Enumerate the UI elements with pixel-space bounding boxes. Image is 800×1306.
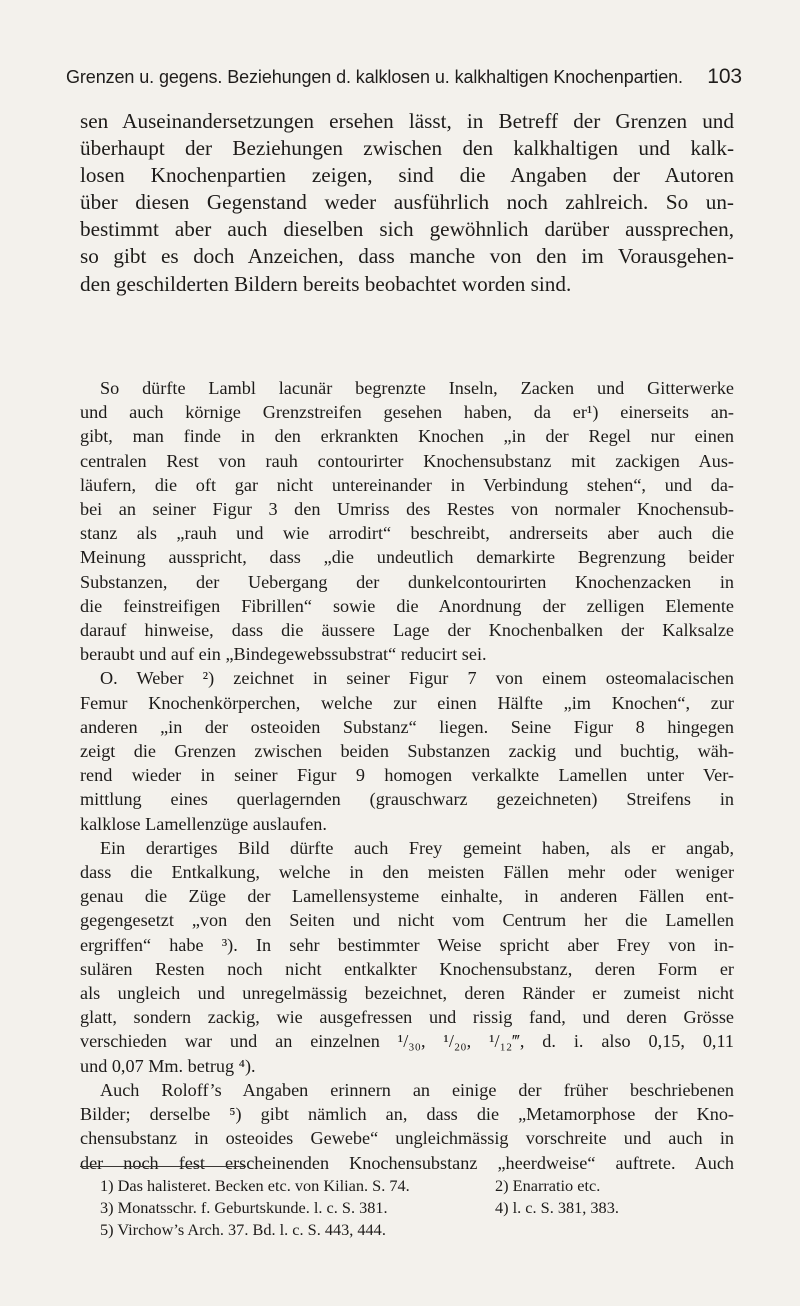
text-line: den geschilderten Bildern bereits beobachtet worden sind.: [80, 271, 572, 296]
text-line: Substanzen, der Uebergang der dunkelcontourirten Knochenzacken in: [80, 571, 734, 592]
text-line: mittlung eines querlagernden (grauschwarz gezeichneten) Streifens in: [80, 789, 734, 810]
text-line: gibt, man finde in den erkrankten Knochen „in der Regel nur einen: [80, 426, 734, 447]
text-line: darauf hinweise, dass die äussere Lage der Knochenbalken der Kalksalze: [80, 620, 734, 641]
text-line: So dürfte Lambl lacunär begrenzte Inseln, Zacken und Gitterwerke: [100, 378, 734, 398]
footnote-4: 4) l. c. S. 381, 383.: [495, 1198, 619, 1217]
text-line: losen Knochenpartien zeigen, sind die Angaben der Autoren: [80, 163, 734, 188]
text-line: stanz als „rauh und wie arrodirt“ beschreibt, andrerseits aber auch die: [80, 523, 734, 544]
text-line: chensubstanz in osteoides Gewebe“ ungleichmässig vorschreite und auch in: [80, 1128, 734, 1149]
text-line: so gibt es doch Anzeichen, dass manche von den im Vorausgehen-: [80, 244, 734, 269]
text-line: bei an seiner Figur 3 den Umriss des Restes von normaler Knochensub-: [80, 499, 734, 520]
text-line: rend wieder in seiner Figur 9 homogen verkalkte Lamellen unter Ver-: [80, 765, 734, 786]
text-line: die feinstreifigen Fibrillen“ sowie die Anordnung der zelligen Elemente: [80, 595, 734, 616]
text-line: der noch fest erscheinenden Knochensubstanz „heerdweise“ auftrete. Auch: [80, 1152, 734, 1173]
text-line: ergriffen“ habe ³). In sehr bestimmter Weise spricht aber Frey von in-: [80, 934, 734, 955]
running-title: Grenzen u. gegens. Beziehungen d. kalklosen u. kalkhaltigen Knochenpartien.: [66, 67, 683, 87]
text-line: bestimmt aber auch dieselben sich gewöhnlich darüber aussprechen,: [80, 217, 734, 242]
footnote-divider: [80, 1166, 246, 1167]
body-small-text: [80, 376, 734, 1175]
paragraph-weber: [80, 666, 734, 835]
text-line: kalklose Lamellenzüge auslaufen.: [80, 813, 327, 834]
text-line: glatt, sondern zackig, wie ausgefressen und rissig fand, und deren Grösse: [80, 1007, 734, 1028]
text-line: genau die Züge der Lamellensysteme einhalte, in anderen Fällen ent-: [80, 886, 734, 907]
text-line: O. Weber ²) zeichnet in seiner Figur 7 von einem osteomalacischen: [100, 668, 734, 689]
text-line: centralen Rest von rauh contourirter Knochensubstanz mit zackigen Aus-: [80, 450, 734, 471]
text-line: Femur Knochenkörperchen, welche zur einen Hälfte „im Knochen“, zur: [80, 692, 734, 713]
footnote-5: 5) Virchow’s Arch. 37. Bd. l. c. S. 443, 444.: [100, 1220, 386, 1239]
footnote-row: [100, 1219, 734, 1241]
text-line: anderen „in der osteoiden Substanz“ liegen. Seine Figur 8 hingegen: [80, 716, 734, 737]
text-line: beraubt und auf ein „Bindegewebssubstrat“ reducirt sei.: [80, 644, 487, 665]
text-line: verschieden war und an einzelnen ¹/₃₀, ¹/₂₀, ¹/₁₂‴, d. i. also 0,15, 0,11: [80, 1031, 734, 1052]
paragraph-roloff: [80, 1078, 734, 1175]
text-line: zeigt die Grenzen zwischen beiden Substanzen zackig und buchtig, wäh-: [80, 741, 734, 762]
footnotes: [100, 1175, 734, 1241]
text-line: als ungleich und unregelmässig bezeichnet, deren Ränder er zumeist nicht: [80, 983, 734, 1004]
text-line: über diesen Gegenstand weder ausführlich noch zahlreich. So un-: [80, 190, 734, 215]
paragraph-frey: [80, 836, 734, 1078]
text-line: dass die Entkalkung, welche in den meisten Fällen mehr oder weniger: [80, 862, 734, 883]
footnote-1: 1) Das halisteret. Becken etc. von Kilian. S. 74.: [100, 1176, 410, 1195]
footnote-row: [100, 1197, 734, 1219]
text-line: läufern, die oft gar nicht untereinander in Verbindung stehen“, und da-: [80, 474, 734, 495]
text-line: gegengesetzt „von den Seiten und nicht vom Centrum her die Lamellen: [80, 910, 734, 931]
text-line: und auch körnige Grenzstreifen gesehen haben, da er¹) einerseits an-: [80, 402, 734, 423]
page-header: [66, 65, 742, 89]
text-line: und 0,07 Mm. betrug ⁴).: [80, 1055, 256, 1076]
text-line: überhaupt der Beziehungen zwischen den kalkhaltigen und kalk-: [80, 136, 734, 161]
text-line: Meinung ausspricht, dass „die undeutlich demarkirte Begrenzung beider: [80, 547, 734, 568]
paragraph-intro: [80, 108, 734, 298]
footnote-row: [100, 1175, 734, 1197]
footnote-2: 2) Enarratio etc.: [495, 1176, 601, 1195]
page-number: 103: [707, 65, 742, 88]
text-line: Ein derartiges Bild dürfte auch Frey gemeint haben, als er angab,: [100, 837, 734, 858]
text-line: Auch Roloff’s Angaben erinnern an einige der früher beschriebenen: [100, 1079, 734, 1100]
paragraph-lambl: [80, 376, 734, 666]
text-line: sen Auseinandersetzungen ersehen lässt, in Betreff der Grenzen und: [80, 109, 734, 133]
footnote-3: 3) Monatsschr. f. Geburtskunde. l. c. S. 381.: [100, 1198, 388, 1217]
text-line: sulären Resten noch nicht entkalkter Knochensubstanz, deren Form er: [80, 958, 734, 979]
text-line: Bilder; derselbe ⁵) gibt nämlich an, dass die „Metamorphose der Kno-: [80, 1104, 734, 1125]
